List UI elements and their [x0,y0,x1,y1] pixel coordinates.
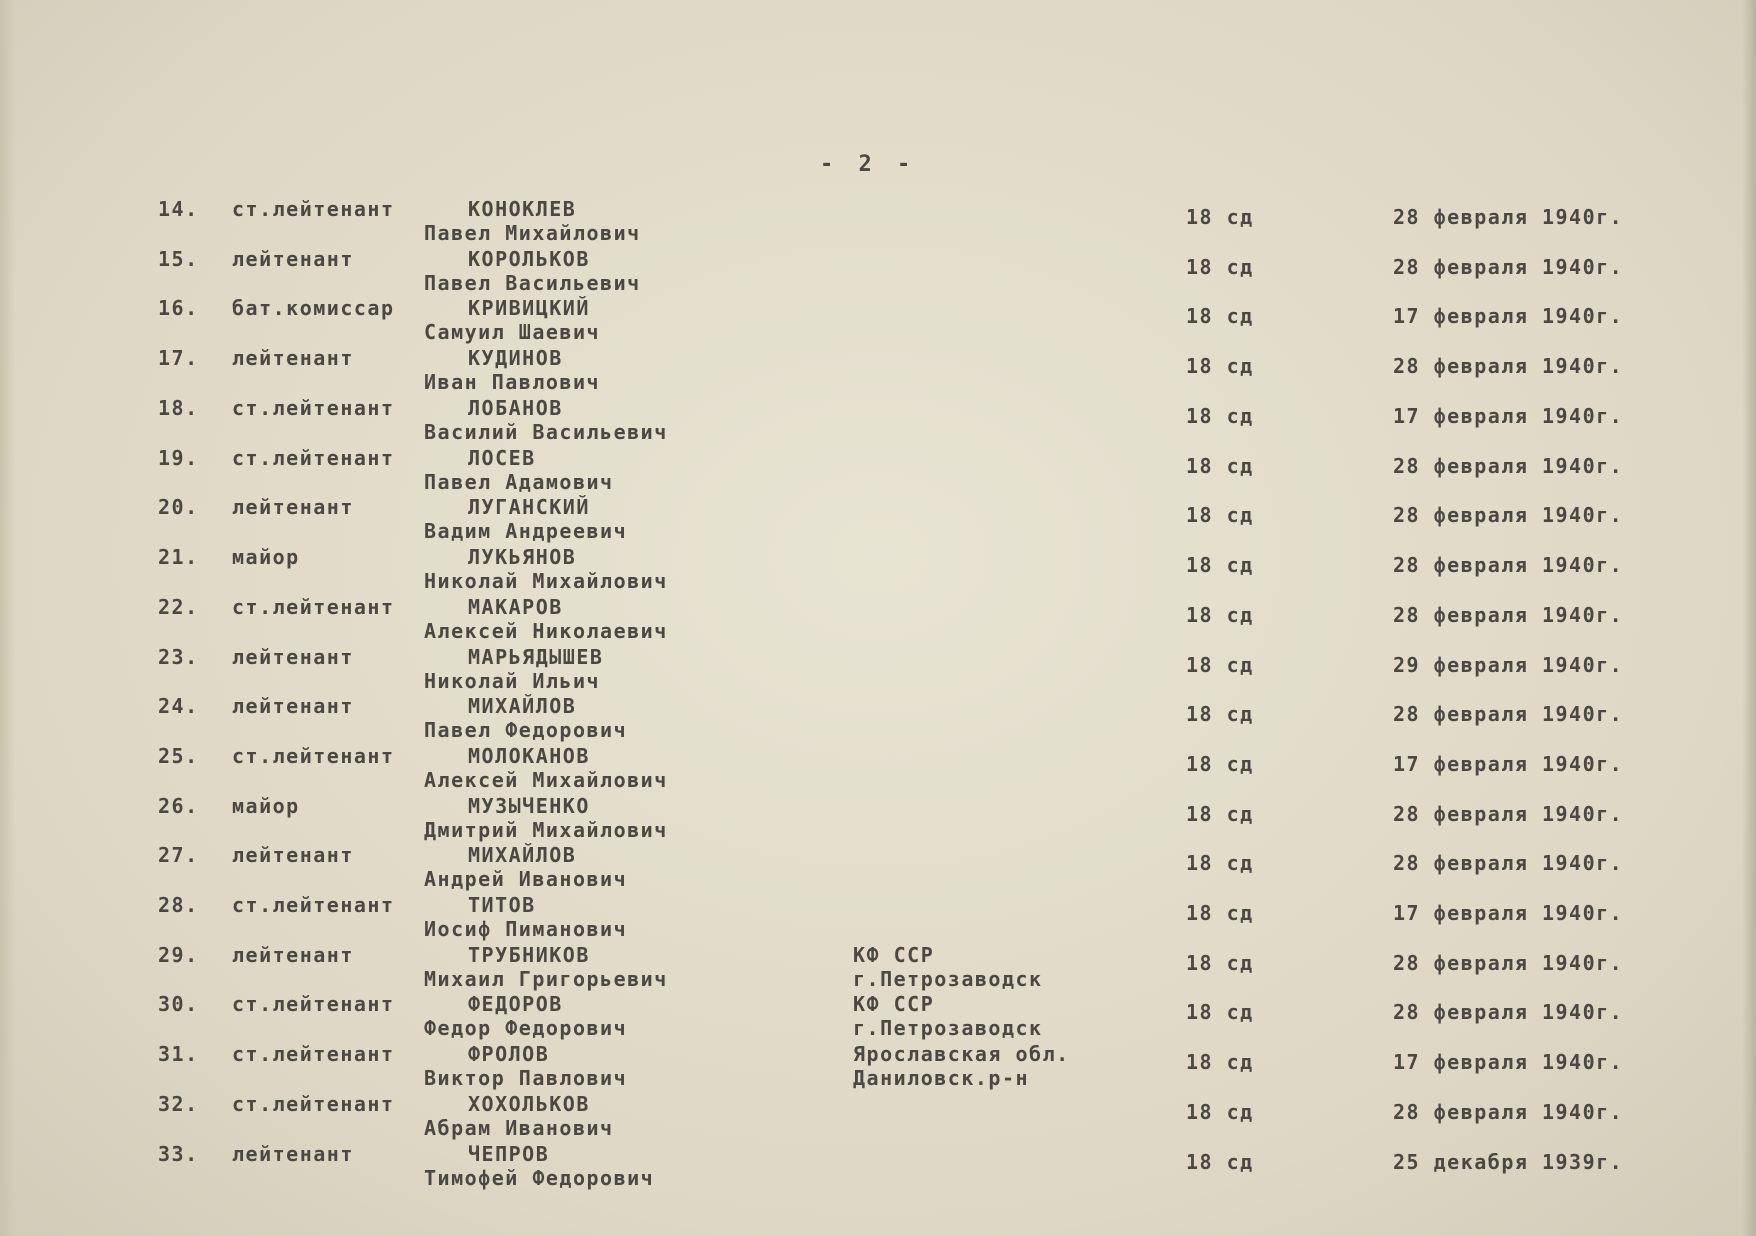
entry-surname: КУДИНОВ [468,346,563,370]
list-item [0,645,1756,695]
entry-given-name: Николай Ильич [424,669,601,693]
entry-rank: ст.лейтенант [232,1092,395,1116]
entry-surname: КОНОКЛЕВ [468,197,577,221]
entry-rank: ст.лейтенант [232,893,395,917]
list-item [0,595,1756,645]
entry-given-name: Михаил Григорьевич [424,967,668,991]
entry-number: 21. [158,545,199,569]
entry-rank: лейтенант [232,645,354,669]
entry-date: 17 февраля 1940г. [1393,404,1624,428]
list-item [0,446,1756,496]
entry-number: 24. [158,694,199,718]
list-item [0,794,1756,844]
entry-given-name: Павел Адамович [424,470,614,494]
entry-number: 16. [158,296,199,320]
list-item [0,495,1756,545]
entry-unit: 18 сд [1186,404,1254,428]
entry-place-line2: Даниловск.р-н [853,1066,1030,1090]
entry-rank: ст.лейтенант [232,197,395,221]
entry-date: 28 февраля 1940г. [1393,1000,1624,1024]
entry-surname: КОРОЛЬКОВ [468,247,590,271]
list-item [0,694,1756,744]
entry-rank: майор [232,545,300,569]
entry-given-name: Самуил Шаевич [424,320,601,344]
entry-place-line2: г.Петрозаводск [853,967,1043,991]
entry-date: 28 февраля 1940г. [1393,503,1624,527]
entry-unit: 18 сд [1186,553,1254,577]
entry-given-name: Павел Федорович [424,718,628,742]
entry-unit: 18 сд [1186,752,1254,776]
entry-surname: МАРЬЯДЫШЕВ [468,645,604,669]
entry-rank: лейтенант [232,247,354,271]
entry-surname: ФЕДОРОВ [468,992,563,1016]
entry-rank: лейтенант [232,943,354,967]
entry-unit: 18 сд [1186,205,1254,229]
list-item [0,893,1756,943]
list-item [0,1042,1756,1092]
entry-number: 15. [158,247,199,271]
entry-number: 31. [158,1042,199,1066]
entry-unit: 18 сд [1186,951,1254,975]
entry-rank: ст.лейтенант [232,992,395,1016]
entry-date: 28 февраля 1940г. [1393,255,1624,279]
entry-date: 28 февраля 1940г. [1393,851,1624,875]
entry-unit: 18 сд [1186,304,1254,328]
entry-surname: МАКАРОВ [468,595,563,619]
entry-place-line2: г.Петрозаводск [853,1016,1043,1040]
entry-number: 32. [158,1092,199,1116]
list-item [0,396,1756,446]
entry-unit: 18 сд [1186,255,1254,279]
list-item [0,1092,1756,1142]
entry-number: 30. [158,992,199,1016]
entry-date: 28 февраля 1940г. [1393,802,1624,826]
entry-rank: ст.лейтенант [232,396,395,420]
entry-unit: 18 сд [1186,1100,1254,1124]
entry-date: 28 февраля 1940г. [1393,1100,1624,1124]
entry-surname: ЛУГАНСКИЙ [468,495,590,519]
entry-unit: 18 сд [1186,454,1254,478]
entry-rank: ст.лейтенант [232,446,395,470]
entry-place-line1: КФ ССР [853,943,935,967]
entry-rank: лейтенант [232,495,354,519]
entry-number: 17. [158,346,199,370]
list-item [0,545,1756,595]
entry-surname: ФРОЛОВ [468,1042,550,1066]
entry-given-name: Дмитрий Михайлович [424,818,668,842]
entry-rank: ст.лейтенант [232,595,395,619]
entry-date: 17 февраля 1940г. [1393,304,1624,328]
entry-date: 17 февраля 1940г. [1393,901,1624,925]
entry-unit: 18 сд [1186,354,1254,378]
entry-given-name: Виктор Павлович [424,1066,628,1090]
entry-number: 27. [158,843,199,867]
entry-date: 28 февраля 1940г. [1393,702,1624,726]
entry-number: 26. [158,794,199,818]
entry-given-name: Андрей Иванович [424,867,628,891]
entry-date: 17 февраля 1940г. [1393,752,1624,776]
entry-surname: ХОХОЛЬКОВ [468,1092,590,1116]
entry-place-line1: КФ ССР [853,992,935,1016]
entry-unit: 18 сд [1186,503,1254,527]
entry-given-name: Абрам Иванович [424,1116,614,1140]
entry-date: 17 февраля 1940г. [1393,1050,1624,1074]
entry-given-name: Павел Михайлович [424,221,641,245]
list-item [0,296,1756,346]
entry-given-name: Василий Васильевич [424,420,668,444]
entry-rank: лейтенант [232,694,354,718]
entry-date: 28 февраля 1940г. [1393,205,1624,229]
entry-unit: 18 сд [1186,901,1254,925]
entry-number: 22. [158,595,199,619]
entry-date: 28 февраля 1940г. [1393,951,1624,975]
list-item [0,744,1756,794]
entry-date: 28 февраля 1940г. [1393,553,1624,577]
entry-given-name: Алексей Николаевич [424,619,668,643]
entry-place-line1: Ярославская обл. [853,1042,1070,1066]
entry-unit: 18 сд [1186,1150,1254,1174]
entry-rank: майор [232,794,300,818]
entry-rank: лейтенант [232,1142,354,1166]
list-item [0,992,1756,1042]
entry-given-name: Тимофей Федорович [424,1166,655,1190]
entry-given-name: Алексей Михайлович [424,768,668,792]
entry-surname: МИХАЙЛОВ [468,694,577,718]
entry-surname: ЛОСЕВ [468,446,536,470]
entry-date: 28 февраля 1940г. [1393,354,1624,378]
entry-date: 29 февраля 1940г. [1393,653,1624,677]
entry-rank: лейтенант [232,843,354,867]
entry-given-name: Федор Федорович [424,1016,628,1040]
entry-surname: КРИВИЦКИЙ [468,296,590,320]
entry-rank: лейтенант [232,346,354,370]
entry-date: 28 февраля 1940г. [1393,603,1624,627]
list-item [0,346,1756,396]
entry-given-name: Павел Васильевич [424,271,641,295]
entry-unit: 18 сд [1186,851,1254,875]
entry-surname: МУЗЫЧЕНКО [468,794,590,818]
entry-surname: МИХАЙЛОВ [468,843,577,867]
page-number: - 2 - [820,152,917,177]
entry-number: 23. [158,645,199,669]
entry-surname: ТИТОВ [468,893,536,917]
list-item [0,843,1756,893]
entry-unit: 18 сд [1186,603,1254,627]
entry-rank: бат.комиссар [232,296,395,320]
entry-surname: ЛУКЬЯНОВ [468,545,577,569]
entry-number: 29. [158,943,199,967]
entry-given-name: Николай Михайлович [424,569,668,593]
list-item [0,1142,1756,1192]
entry-number: 19. [158,446,199,470]
list-item [0,197,1756,247]
entry-surname: ЧЕПРОВ [468,1142,550,1166]
entry-number: 14. [158,197,199,221]
entry-number: 33. [158,1142,199,1166]
entry-given-name: Иван Павлович [424,370,601,394]
entry-rank: ст.лейтенант [232,1042,395,1066]
list-item [0,247,1756,297]
entry-number: 25. [158,744,199,768]
entry-unit: 18 сд [1186,802,1254,826]
entry-unit: 18 сд [1186,1050,1254,1074]
entry-unit: 18 сд [1186,1000,1254,1024]
entry-unit: 18 сд [1186,702,1254,726]
entry-number: 18. [158,396,199,420]
entry-number: 20. [158,495,199,519]
entry-given-name: Иосиф Пиманович [424,917,628,941]
list-item [0,943,1756,993]
entry-surname: ЛОБАНОВ [468,396,563,420]
entry-number: 28. [158,893,199,917]
entry-given-name: Вадим Андреевич [424,519,628,543]
entry-rank: ст.лейтенант [232,744,395,768]
entry-surname: ТРУБНИКОВ [468,943,590,967]
entry-date: 28 февраля 1940г. [1393,454,1624,478]
entry-date: 25 декабря 1939г. [1393,1150,1624,1174]
entry-unit: 18 сд [1186,653,1254,677]
entry-surname: МОЛОКАНОВ [468,744,590,768]
